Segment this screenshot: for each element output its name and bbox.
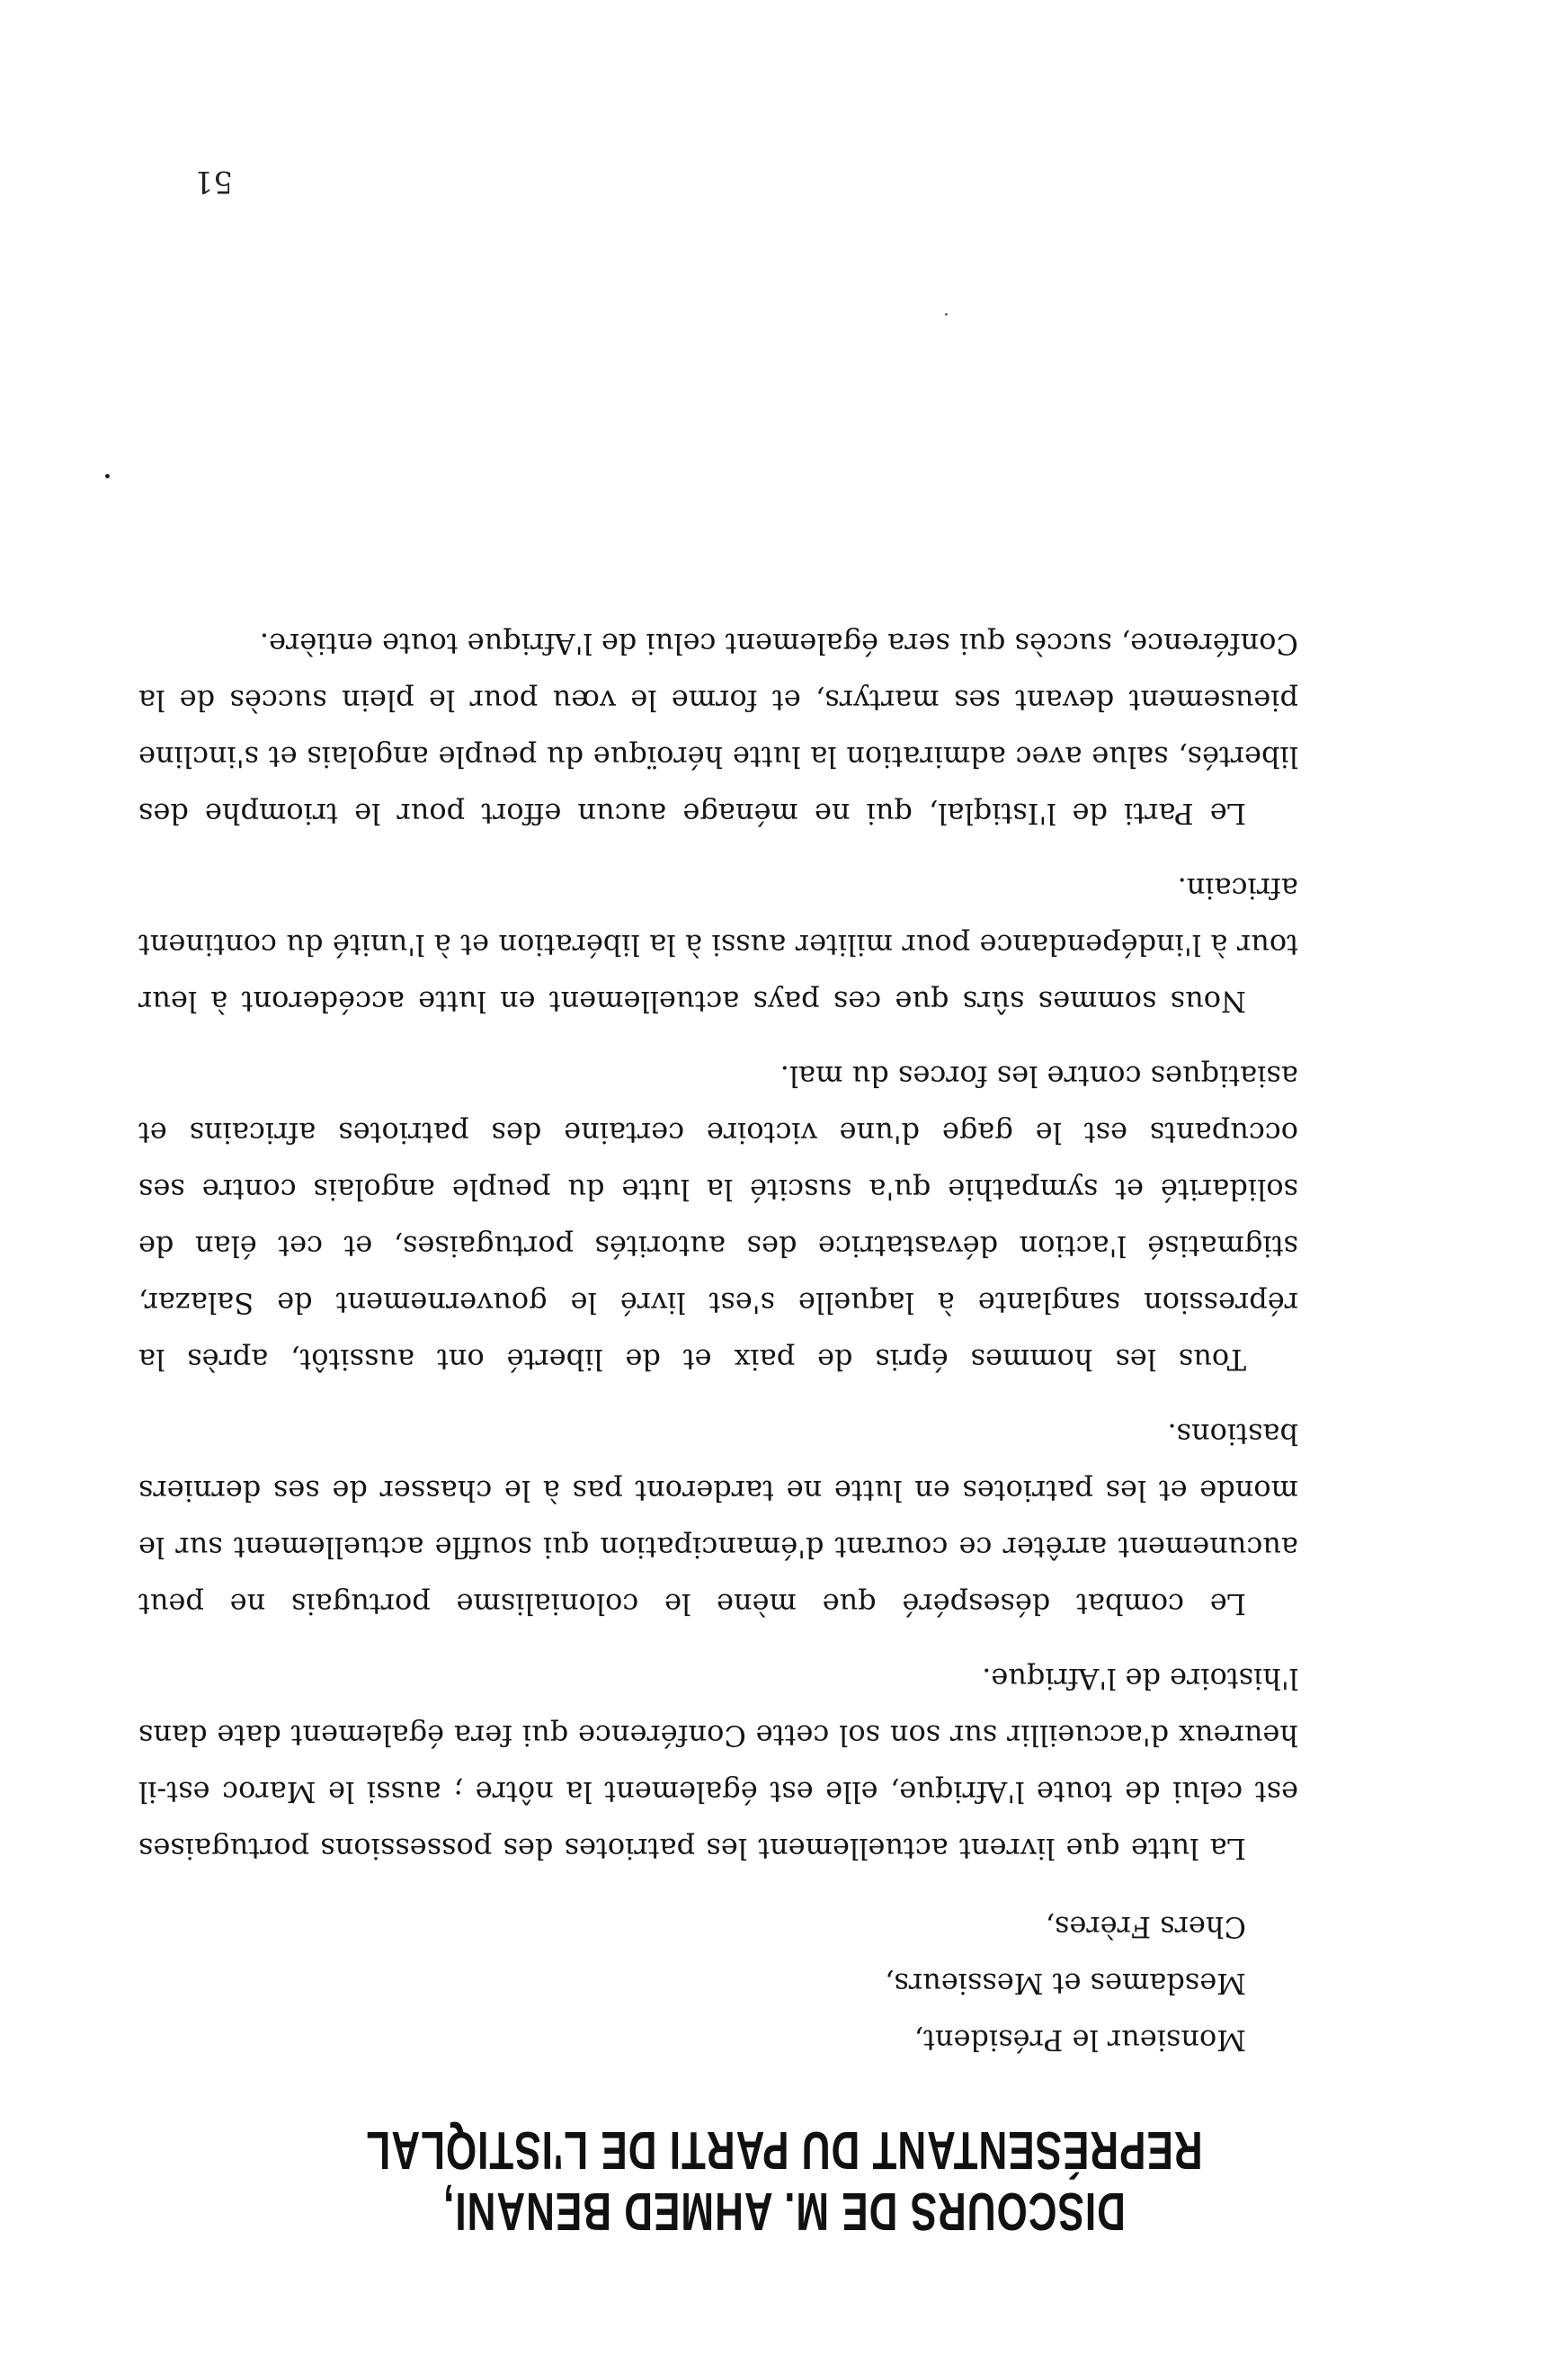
title-line-2: REPRÉSENTANT DU PARTI DE L'ISTIQLAL	[365, 2120, 1203, 2180]
stray-dot	[105, 474, 110, 478]
speech-title	[90, 2119, 1478, 2241]
salutation-president: Monsieur le Président,	[913, 2023, 1246, 2057]
paragraph-1: La lutte que livrent actuellement les patriotes des possessions portugaises est celui de toute l'Afrique, elle est également la nôtre ; aussi le Maroc est-il heureux d'accueillir sur son sol cette Conférence qui fera également date dans l'histoire de l'Afrique.	[138, 1662, 1298, 1866]
paragraph-3: Tous les hommes épris de paix et de liberté ont aussitôt, après la répression sanglante à laquelle s'est livré le gouvernement de Salazar, stigmatisé l'action dévastatrice des autorités portugaises, et cet élan de solidarité et sympathie qu'a suscité la lutte du peuple angolais contre ses occupants est le gage d'une victoire certaine des patriotes africains et asiatiques contre les forces du mal.	[138, 1059, 1298, 1377]
stray-dot	[945, 313, 948, 316]
paragraph-4: Nous sommes sûrs que ces pays actuellement en lutte accéderont à leur tour à l'indépendance pour militer aussi à la libération et à l'unité du continent africain.	[138, 871, 1298, 1019]
paragraph-5: Le Parti de l'Istiqlal, qui ne ménage aucun effort pour le triomphe des libertés, salue avec admiration la lutte héroïque du peuple angolais et s'incline pieusement devant ses martyrs, et forme le vœu pour le plein succès de la Conférence, succès qui sera également celui de l'Afrique toute entière.	[138, 627, 1298, 831]
salutation-brothers: Chers Frères,	[1045, 1910, 1246, 1944]
page-number: 51	[193, 164, 233, 200]
salutation-ladies-gentlemen: Mesdames et Messieurs,	[885, 1967, 1246, 2001]
title-line-1: DISCOURS DE M. AHMED BENANI,	[442, 2181, 1126, 2241]
paragraph-2: Le combat désespéré que mène le colonialisme portugais ne peut aucunement arrêter ce courant d'émancipation qui souffle actuellement sur le monde et les patriotes en lutte ne tarderont pas à le chasser de ses derniers bastions.	[138, 1417, 1298, 1621]
speech-body	[138, 615, 1298, 2068]
